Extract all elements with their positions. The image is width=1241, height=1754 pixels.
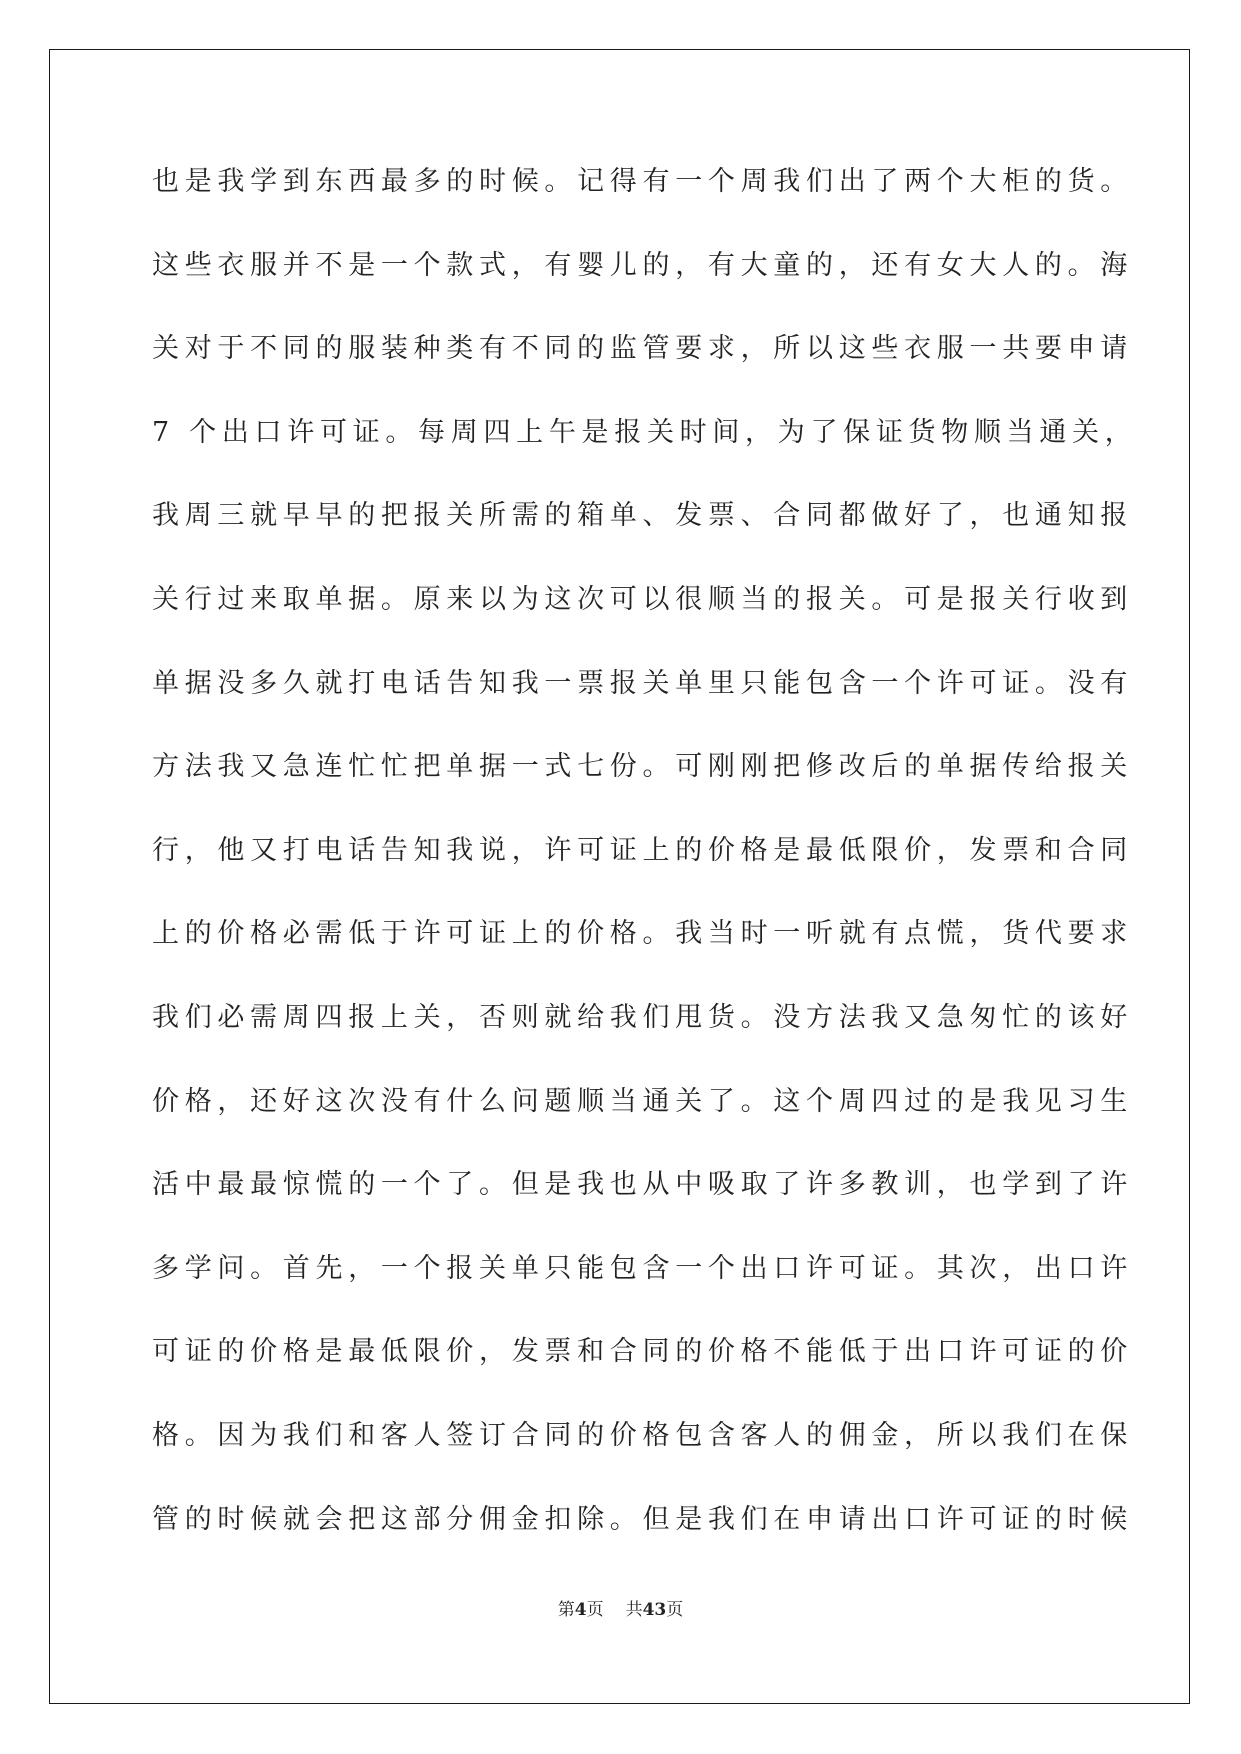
page-suffix: 页 <box>586 1600 604 1620</box>
text-line: 这些衣服并不是一个款式，有婴儿的，有大童的，还有女大人的。海 <box>152 249 1133 281</box>
text-line: 也是我学到东西最多的时候。记得有一个周我们出了两个大柜的货。 <box>152 166 1133 197</box>
total-pages: 43 <box>642 1600 667 1620</box>
text-line: 关对于不同的服装种类有不同的监管要求，所以这些衣服一共要申请 <box>152 333 1133 365</box>
text-line: 单据没多久就打电话告知我一票报关单里只能包含一个许可证。没有 <box>152 667 1133 699</box>
text-line: 行，他又打电话告知我说，许可证上的价格是最低限价，发票和合同 <box>152 834 1133 866</box>
page-number: 4 <box>574 1600 587 1620</box>
text-line: 可证的价格是最低限价，发票和合同的价格不能低于出口许可证的价 <box>152 1336 1133 1368</box>
document-body <box>152 160 1138 1581</box>
total-suffix: 页 <box>666 1600 684 1620</box>
text-line: 活中最最惊慌的一个了。但是我也从中吸取了许多教训，也学到了许 <box>152 1169 1133 1201</box>
text-line: 7 个出口许可证。每周四上午是报关时间，为了保证货物顺当通关， <box>152 416 1138 448</box>
text-line: 关行过来取单据。原来以为这次可以很顺当的报关。可是报关行收到 <box>152 583 1133 615</box>
text-line: 价格，还好这次没有什么问题顺当通关了。这个周四过的是我见习生 <box>152 1085 1133 1117</box>
text-line: 格。因为我们和客人签订合同的价格包含客人的佣金，所以我们在保 <box>152 1419 1133 1451</box>
text-line: 我们必需周四报上关，否则就给我们甩货。没方法我又急匆忙的该好 <box>152 1001 1133 1033</box>
total-prefix: 共 <box>625 1600 643 1620</box>
page-footer <box>0 1598 1241 1622</box>
page-prefix: 第 <box>557 1600 575 1620</box>
text-line: 管的时候就会把这部分佣金扣除。但是我们在申请出口许可证的时候 <box>152 1503 1133 1535</box>
text-line: 上的价格必需低于许可证上的价格。我当时一听就有点慌，货代要求 <box>152 918 1133 950</box>
text-line: 我周三就早早的把报关所需的箱单、发票、合同都做好了，也通知报 <box>152 500 1133 532</box>
text-line: 方法我又急连忙忙把单据一式七份。可刚刚把修改后的单据传给报关 <box>152 751 1133 783</box>
text-line: 多学问。首先，一个报关单只能包含一个出口许可证。其次，出口许 <box>152 1252 1133 1284</box>
